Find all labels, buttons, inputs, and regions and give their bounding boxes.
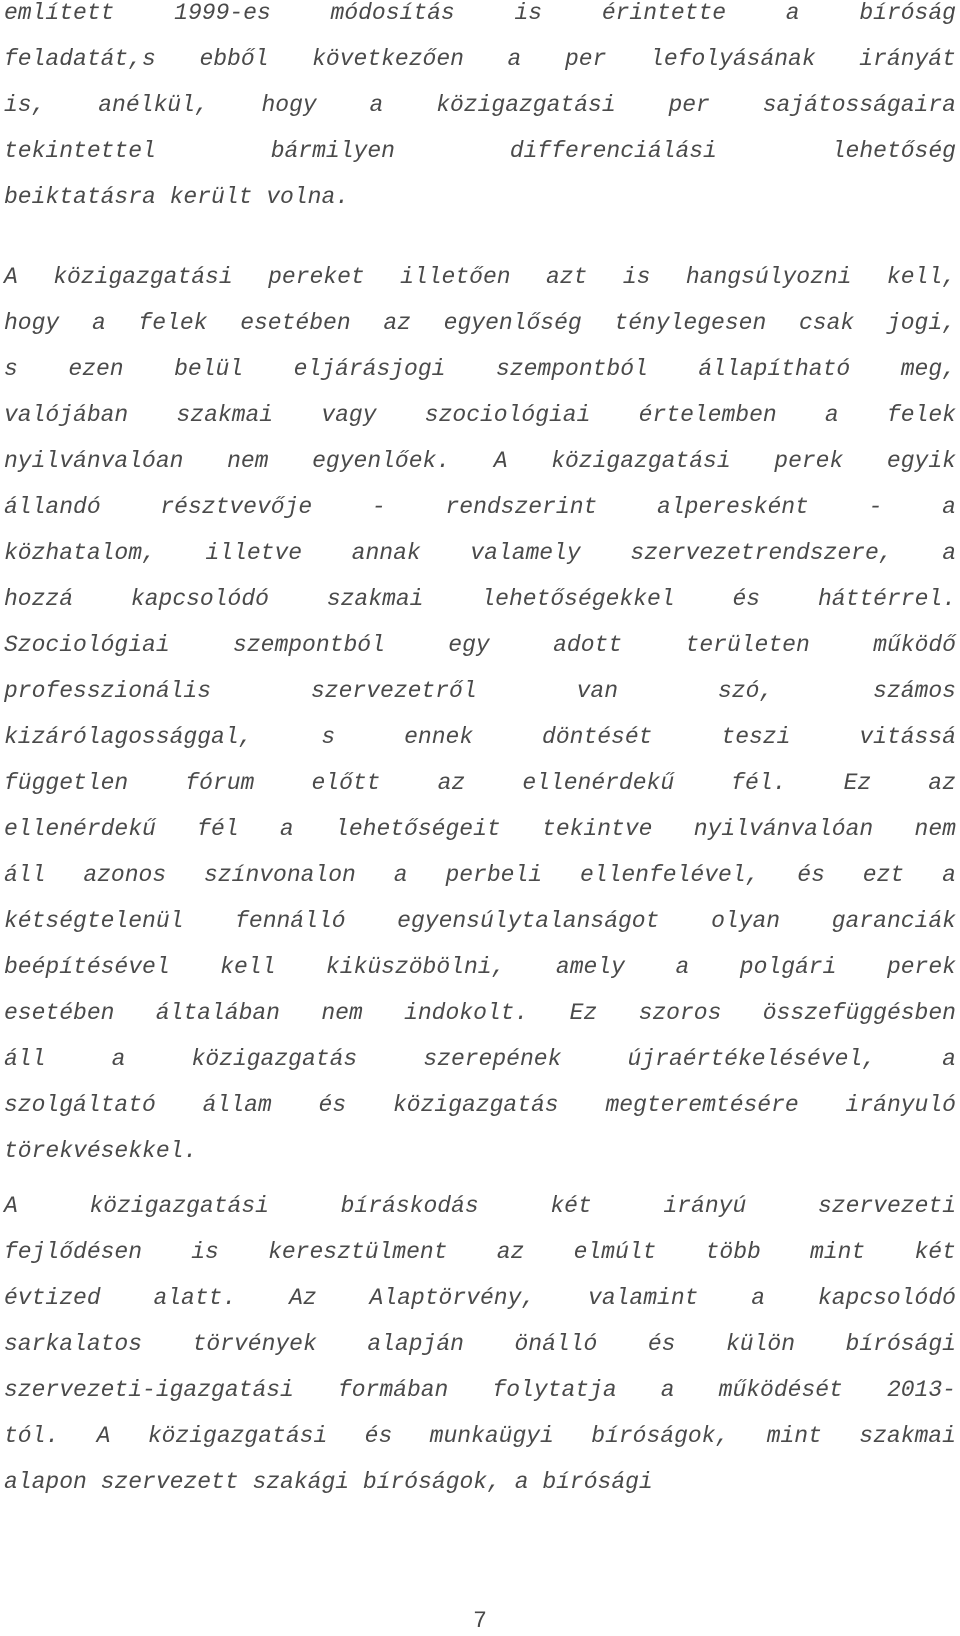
text-line: esetében általában nem indokolt. Ez szoros összefüggésben <box>4 1000 956 1026</box>
text-line: állandó résztvevője - rendszerint alperesként - a <box>4 494 956 520</box>
text-line: hogy a felek esetében az egyenlőség ténylegesen csak jogi, <box>4 310 956 336</box>
text-line: szervezeti-igazgatási formában folytatja a működését 2013- <box>4 1377 956 1403</box>
text-line: professzionális szervezetről van szó, számos <box>4 678 956 704</box>
text-line: sarkalatos törvények alapján önálló és külön bírósági <box>4 1331 956 1357</box>
text-line: A közigazgatási bíráskodás két irányú szervezeti <box>4 1193 956 1219</box>
text-line: közhatalom, illetve annak valamely szervezetrendszere, a <box>4 540 956 566</box>
text-line: áll a közigazgatás szerepének újraértékelésével, a <box>4 1046 956 1072</box>
text-line: tól. A közigazgatási és munkaügyi bíróságok, mint szakmai <box>4 1423 956 1449</box>
text-line: s ezen belül eljárásjogi szempontból állapítható meg, <box>4 356 956 382</box>
text-line: fejlődésen is keresztülment az elmúlt több mint két <box>4 1239 956 1265</box>
text-line: ellenérdekű fél a lehetőségeit tekintve nyilvánvalóan nem <box>4 816 956 842</box>
text-line: szolgáltató állam és közigazgatás megteremtésére irányuló <box>4 1092 956 1118</box>
text-line: nyilvánvalóan nem egyenlőek. A közigazgatási perek egyik <box>4 448 956 474</box>
text-line: Szociológiai szempontból egy adott területen működő <box>4 632 956 658</box>
text-line: A közigazgatási pereket illetően azt is hangsúlyozni kell, <box>4 264 956 290</box>
text-line: kétségtelenül fennálló egyensúlytalanságot olyan garanciák <box>4 908 956 934</box>
text-line: beiktatásra került volna. <box>4 184 350 210</box>
text-line: feladatát,s ebből következően a per lefolyásának irányát <box>4 46 956 72</box>
text-line: független fórum előtt az ellenérdekű fél. Ez az <box>4 770 956 796</box>
text-line: évtized alatt. Az Alaptörvény, valamint a kapcsolódó <box>4 1285 956 1311</box>
text-line: áll azonos színvonalon a perbeli ellenfelével, és ezt a <box>4 862 956 888</box>
paragraph-3 <box>4 1183 956 1505</box>
text-line: beépítésével kell kiküszöbölni, amely a polgári perek <box>4 954 956 980</box>
text-line: említett 1999-es módosítás is érintette a bíróság <box>4 0 956 26</box>
paragraph-2 <box>4 254 956 1174</box>
text-line: törekvésekkel. <box>4 1138 198 1164</box>
text-line: hozzá kapcsolódó szakmai lehetőségekkel és háttérrel. <box>4 586 956 612</box>
text-line: alapon szervezett szakági bíróságok, a bírósági <box>4 1469 653 1495</box>
text-line: is, anélkül, hogy a közigazgatási per sajátosságaira <box>4 92 956 118</box>
text-line: valójában szakmai vagy szociológiai értelemben a felek <box>4 402 956 428</box>
text-line: tekintettel bármilyen differenciálási lehetőség <box>4 138 956 164</box>
paragraph-1 <box>4 0 956 220</box>
page-number: 7 <box>473 1608 487 1634</box>
text-line: kizárólagossággal, s ennek döntését teszi vitássá <box>4 724 956 750</box>
